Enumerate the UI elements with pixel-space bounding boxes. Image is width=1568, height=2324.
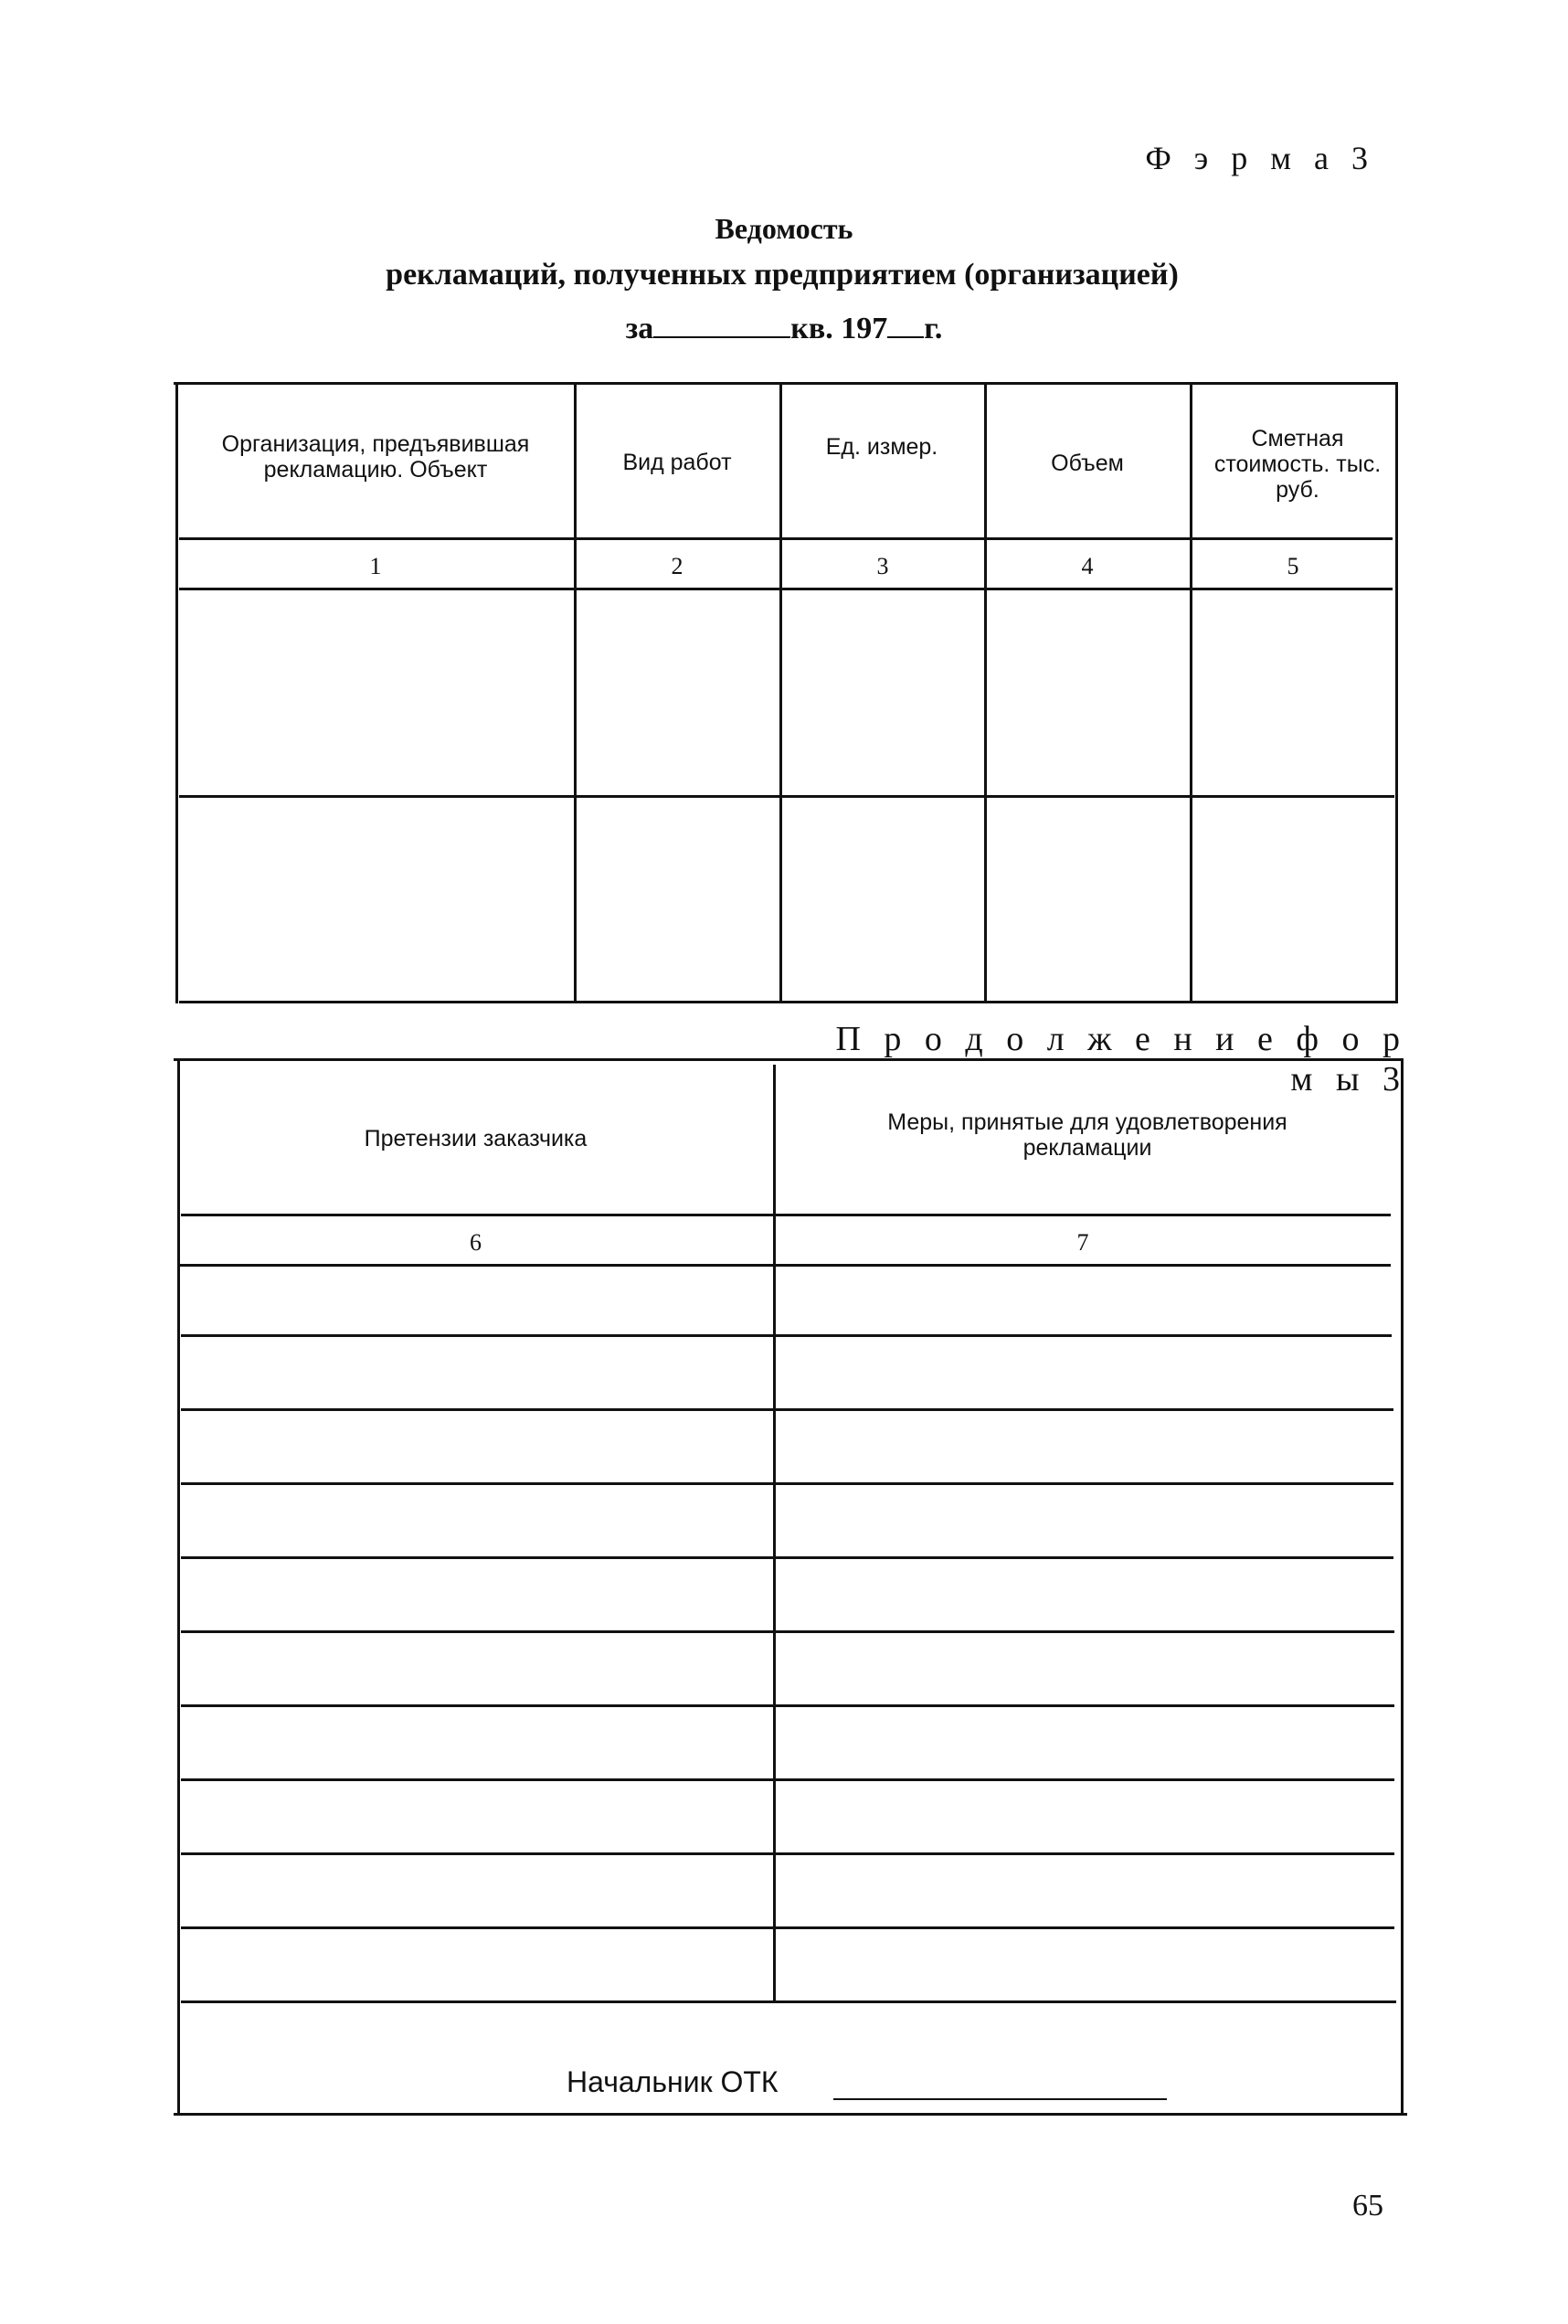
column-number-5: 5 xyxy=(1287,553,1299,579)
header-cost: Сметная стоимость. тыс. руб. xyxy=(1213,426,1382,503)
document-title: Ведомость xyxy=(715,212,853,245)
form-number-label: Ф э р м а 3 xyxy=(1145,140,1375,176)
column-number-4: 4 xyxy=(1081,553,1094,579)
continuation-label: П р о д о л ж е н и е ф о р м ы 3 xyxy=(835,1020,1407,1098)
period-kv: кв. 197 xyxy=(790,312,888,345)
signature-line[interactable] xyxy=(833,2098,1167,2100)
page-number: 65 xyxy=(1352,2189,1383,2223)
header-work-type: Вид работ xyxy=(622,450,732,475)
header-measures-taken: Меры, принятые для удовлетворения рекламации xyxy=(887,1109,1287,1161)
header-volume: Объем xyxy=(1051,451,1124,476)
signature-label: Начальник ОТК xyxy=(567,2065,779,2098)
period-suffix: г. xyxy=(924,312,943,345)
column-number-2: 2 xyxy=(671,553,683,579)
document-subtitle: рекламаций, полученных предприятием (организацией) xyxy=(386,258,1179,292)
column-number-3: 3 xyxy=(876,553,889,579)
header-customer-claims: Претензии заказчика xyxy=(364,1126,588,1151)
header-unit: Ед. измер. xyxy=(825,434,938,460)
year-blank[interactable] xyxy=(887,309,924,338)
column-number-6: 6 xyxy=(470,1229,482,1256)
period-line xyxy=(0,309,1568,346)
column-number-1: 1 xyxy=(369,553,382,579)
header-organization: Организация, предъявившая рекламацию. Объект xyxy=(221,431,530,483)
period-prefix: за xyxy=(625,312,654,345)
column-number-7: 7 xyxy=(1076,1229,1089,1256)
quarter-blank[interactable] xyxy=(653,309,790,338)
